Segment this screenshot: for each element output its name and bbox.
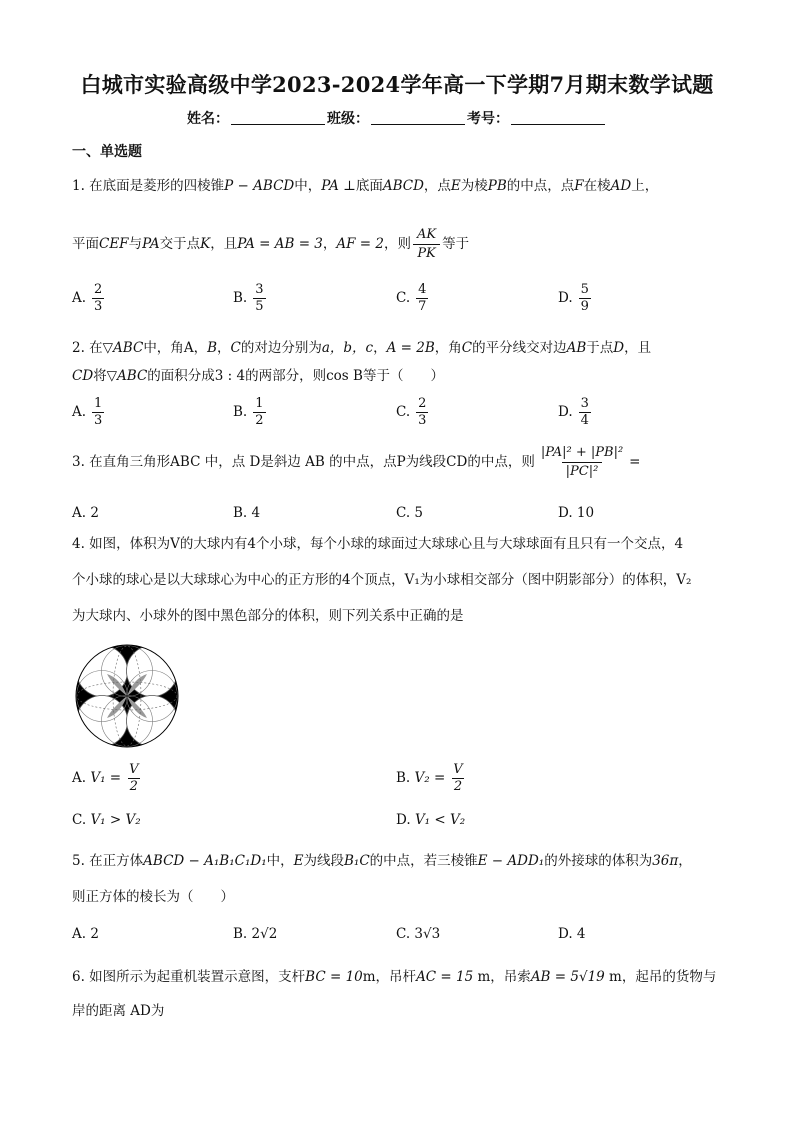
q1-option-d[interactable]: D. $\frac{5}{9}$ xyxy=(558,282,589,314)
q4-option-d[interactable]: D. V₁ < V₂ xyxy=(396,812,466,828)
student-info xyxy=(0,108,794,128)
q3-option-b[interactable]: B. 4 xyxy=(233,505,261,521)
q5-option-d[interactable]: D. 4 xyxy=(558,926,586,942)
q1-line2: 平面CEF与PA交于点K，且PA = AB = 3，AF = 2，则 $\frac{AK}{PK}$ 等于 xyxy=(72,227,470,261)
q2-option-a[interactable]: A. $\frac{1}{3}$ xyxy=(72,396,103,428)
class-blank[interactable] xyxy=(371,112,465,125)
q3-option-a[interactable]: A. 2 xyxy=(72,505,99,521)
q5-option-a[interactable]: A. 2 xyxy=(72,926,99,942)
q4-line3: 为大球内、小球外的图中黑色部分的体积，则下列关系中正确的是 xyxy=(72,608,464,624)
page-title: 白城市实验高级中学2023-2024学年高一下学期7月期末数学试题 xyxy=(80,72,714,97)
q5-option-c[interactable]: C. 3√3 xyxy=(396,926,441,942)
q5-line2: 则正方体的棱长为（ ） xyxy=(72,889,234,905)
q4-option-a[interactable]: A. V₁ = $\frac{V}{2}$ xyxy=(72,762,139,794)
q5-line1: 5. 在正方体ABCD − A₁B₁C₁D₁中，E为线段B₁C的中点，若三棱锥E − ADD₁的外接球的体积为36π， xyxy=(72,853,692,869)
q6-line1: 6. 如图所示为起重机装置示意图，支杆BC = 10m，吊杆AC = 15 m，吊索AB = 5√19 m，起吊的货物与 xyxy=(72,969,717,985)
q3-option-d[interactable]: D. 10 xyxy=(558,505,595,521)
q1-option-c[interactable]: C. $\frac{4}{7}$ xyxy=(396,282,427,314)
section-heading: 一、单选题 xyxy=(72,144,142,160)
name-blank[interactable] xyxy=(231,112,325,125)
class-label: 班级： xyxy=(327,111,369,127)
q6-line2: 岸的距离 AD为 xyxy=(72,1003,165,1019)
q3-option-c[interactable]: C. 5 xyxy=(396,505,424,521)
spheres-figure xyxy=(72,644,182,752)
q2-line2: CD将▽ABC的面积分成3 : 4的两部分，则cos B等于（ ） xyxy=(72,368,444,384)
q4-line1: 4. 如图，体积为V的大球内有4个小球，每个小球的球面过大球球心且与大球球面有且只有一个交点，4 xyxy=(72,536,684,552)
q3-line: 3. 在直角三角形ABC 中，点 D是斜边 AB 的中点，点P为线段CD的中点，则 $\frac{\text{|PA|² + |PB|²}}{\text{|PC|²}}$ = xyxy=(72,445,641,479)
q1-option-b[interactable]: B. $\frac{3}{5}$ xyxy=(233,282,264,314)
q5-option-b[interactable]: B. 2√2 xyxy=(233,926,278,942)
q2-line1: 2. 在▽ABC中，角A，B，C的对边分别为a，b，c，A = 2B，角C的平分线交对边AB于点D，且 xyxy=(72,340,652,356)
q4-option-c[interactable]: C. V₁ > V₂ xyxy=(72,812,141,828)
exam-blank[interactable] xyxy=(511,112,605,125)
exam-label: 考号： xyxy=(467,111,509,127)
name-label: 姓名： xyxy=(187,111,229,127)
q1-option-a[interactable]: A. $\frac{2}{3}$ xyxy=(72,282,103,314)
q1-fraction: $\frac{AK}{PK}$ xyxy=(413,226,440,263)
q2-option-b[interactable]: B. $\frac{1}{2}$ xyxy=(233,396,264,428)
q1-line1: 1. 在底面是菱形的四棱锥P − ABCD中，PA ⊥底面ABCD，点E为棱PB的中点，点F在棱AD上， xyxy=(72,178,659,194)
q2-option-d[interactable]: D. $\frac{3}{4}$ xyxy=(558,396,589,428)
q4-line2: 个小球的球心是以大球球心为中心的正方形的4个顶点，V₁为小球相交部分（图中阴影部分）的体积，V₂ xyxy=(72,572,692,588)
q4-option-b[interactable]: B. V₂ = $\frac{V}{2}$ xyxy=(396,762,463,794)
q2-option-c[interactable]: C. $\frac{2}{3}$ xyxy=(396,396,427,428)
q3-fraction: $\frac{\text{|PA|² + |PB|²}}{\text{|PC|²}}$ xyxy=(540,445,624,479)
